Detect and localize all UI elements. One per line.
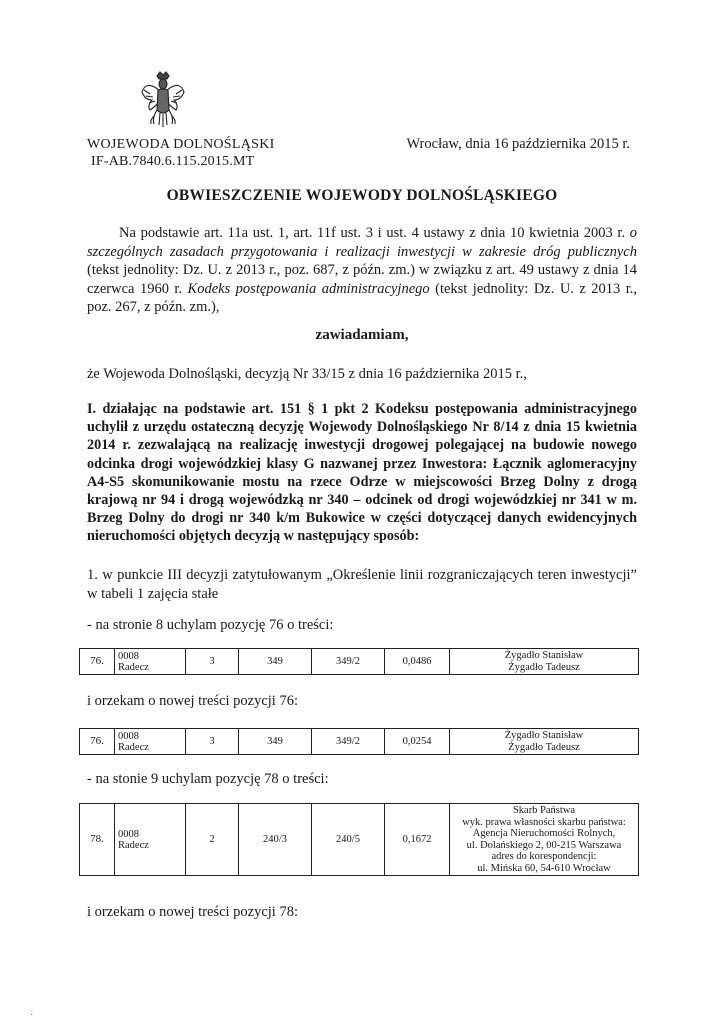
new-78-line: i orzekam o nowej treści pozycji 78: xyxy=(87,904,298,920)
precinct-name: Radecz xyxy=(118,839,149,851)
reference-number: IF-AB.7840.6.115.2015.MT xyxy=(91,154,255,169)
owner-cell xyxy=(450,729,639,755)
precinct-name: Radecz xyxy=(118,741,149,753)
precinct-cell xyxy=(115,729,186,755)
owner-line: ul. Dolańskiego 2, 00-215 Warszawa xyxy=(466,839,622,851)
owner-line: wyk. prawa własności skarbu państwa: xyxy=(462,816,626,828)
owner-line: adres do korespondencji: xyxy=(491,851,597,862)
legal-basis-kpa-title: Kodeks postępowania administracyjnego xyxy=(187,280,430,297)
owner-line: Żygadło Tadeusz xyxy=(508,661,580,673)
precinct-code: 0008 xyxy=(118,828,139,840)
owner-line: ul. Mińska 60, 54-610 Wrocław xyxy=(477,862,611,874)
new-parcel-number: 240/5 xyxy=(312,804,385,876)
parcel-number: 349 xyxy=(239,649,312,675)
announcement-heading: zawiadamiam, xyxy=(315,327,409,343)
table-row-78-old xyxy=(79,803,639,876)
point-1-paragraph: 1. w punkcie III decyzji zatytułowanym „Określenie linii rozgraniczających teren inwestycji” w tabeli 1 zajęcia stałe xyxy=(87,567,637,602)
position-number: 76. xyxy=(80,649,115,675)
issuer-name: WOJEWODA DOLNOŚLĄSKI xyxy=(87,137,275,152)
precinct-cell xyxy=(115,649,186,675)
new-76-line: i orzekam o nowej treści pozycji 76: xyxy=(87,693,298,709)
table-row-76-old xyxy=(79,648,639,675)
precinct-code: 0008 xyxy=(118,730,139,742)
legal-basis-paragraph xyxy=(87,224,637,317)
parcel-area: 0,0254 xyxy=(385,729,450,755)
scan-mark: · xyxy=(30,1010,34,1021)
precinct-name: Radecz xyxy=(118,661,149,673)
polish-eagle-emblem-icon xyxy=(140,70,186,130)
section-i-paragraph: I. działając na podstawie art. 151 § 1 pkt 2 Kodeksu postępowania administracyjnego uchylił z urzędu ostateczną decyzję Wojewody Dolnośląskiego Nr 8/14 z dnia 15 kwietnia 2014 r. zezwalającą na realizację inwestycji drogowej polegającej na budowie nowego odcinka drogi wojewódzkiej klasy G nazwanej przez Inwestora: Łącznik aglomeracyjny A4-S5 skomunikowanie mostu na rzece Odrze w miejscowości Brzeg Dolny z drogą krajową nr 94 i drogą wojewódzką nr 340 – odcinek od drogi wojewódzkiej nr 341 w m. Brzeg Dolny do drogi nr 340 k/m Bukowice w części dotyczącej danych ewidencyjnych nieruchomości objętych decyzją w następujący sposób: xyxy=(87,401,637,545)
map-sheet: 3 xyxy=(186,649,239,675)
precinct-code: 0008 xyxy=(118,650,139,662)
owner-line: Żygadło Stanisław xyxy=(504,650,584,661)
parcel-number: 349 xyxy=(239,729,312,755)
position-number: 76. xyxy=(80,729,115,755)
parcel-area: 0,1672 xyxy=(385,804,450,876)
owner-line: Żygadło Stanisław xyxy=(504,730,584,741)
legal-basis-act-title: o szczególnych zasadach przygotowania i realizacji inwestycji w zakresie dróg publicznych xyxy=(87,225,638,260)
table-row xyxy=(80,729,639,755)
decision-line: że Wojewoda Dolnośląski, decyzją Nr 33/15 z dnia 16 października 2015 r., xyxy=(87,366,527,382)
owner-line: Skarb Państwa xyxy=(512,805,576,816)
map-sheet: 2 xyxy=(186,804,239,876)
table-row-76-new xyxy=(79,728,639,755)
map-sheet: 3 xyxy=(186,729,239,755)
page-9-line: - na stonie 9 uchylam pozycję 78 o treści: xyxy=(87,771,329,787)
page-8-line: - na stronie 8 uchylam pozycję 76 o treści: xyxy=(87,617,334,633)
parcel-number: 240/3 xyxy=(239,804,312,876)
place-date: Wrocław, dnia 16 października 2015 r. xyxy=(406,136,630,152)
precinct-cell xyxy=(115,804,186,876)
owner-cell xyxy=(450,649,639,675)
issuer-block xyxy=(87,136,275,170)
owner-cell xyxy=(450,804,639,876)
legal-basis-text-2: (tekst jednolity: Dz. U. z 2013 r., poz. 687, z późn. zm.) w związku z art. 49 ustawy z dnia 14 czerwca 1960 r. xyxy=(87,262,637,297)
table-row xyxy=(80,649,639,675)
legal-basis-text-3: (tekst jednolity: Dz. U. z 2013 r., poz. 267, z późn. zm.), xyxy=(87,280,638,316)
table-row xyxy=(80,804,639,876)
owner-line: Agencja Nieruchomości Rolnych, xyxy=(472,828,616,839)
document-title: OBWIESZCZENIE WOJEWODY DOLNOŚLĄSKIEGO xyxy=(166,187,558,204)
owner-line: Żygadło Tadeusz xyxy=(508,741,580,753)
new-parcel-number: 349/2 xyxy=(312,729,385,755)
parcel-area: 0,0486 xyxy=(385,649,450,675)
new-parcel-number: 349/2 xyxy=(312,649,385,675)
legal-basis-text-1: Na podstawie art. 11a ust. 1, art. 11f ust. 3 i ust. 4 ustawy z dnia 10 kwietnia 2003 r. xyxy=(119,225,626,241)
position-number: 78. xyxy=(80,804,115,876)
